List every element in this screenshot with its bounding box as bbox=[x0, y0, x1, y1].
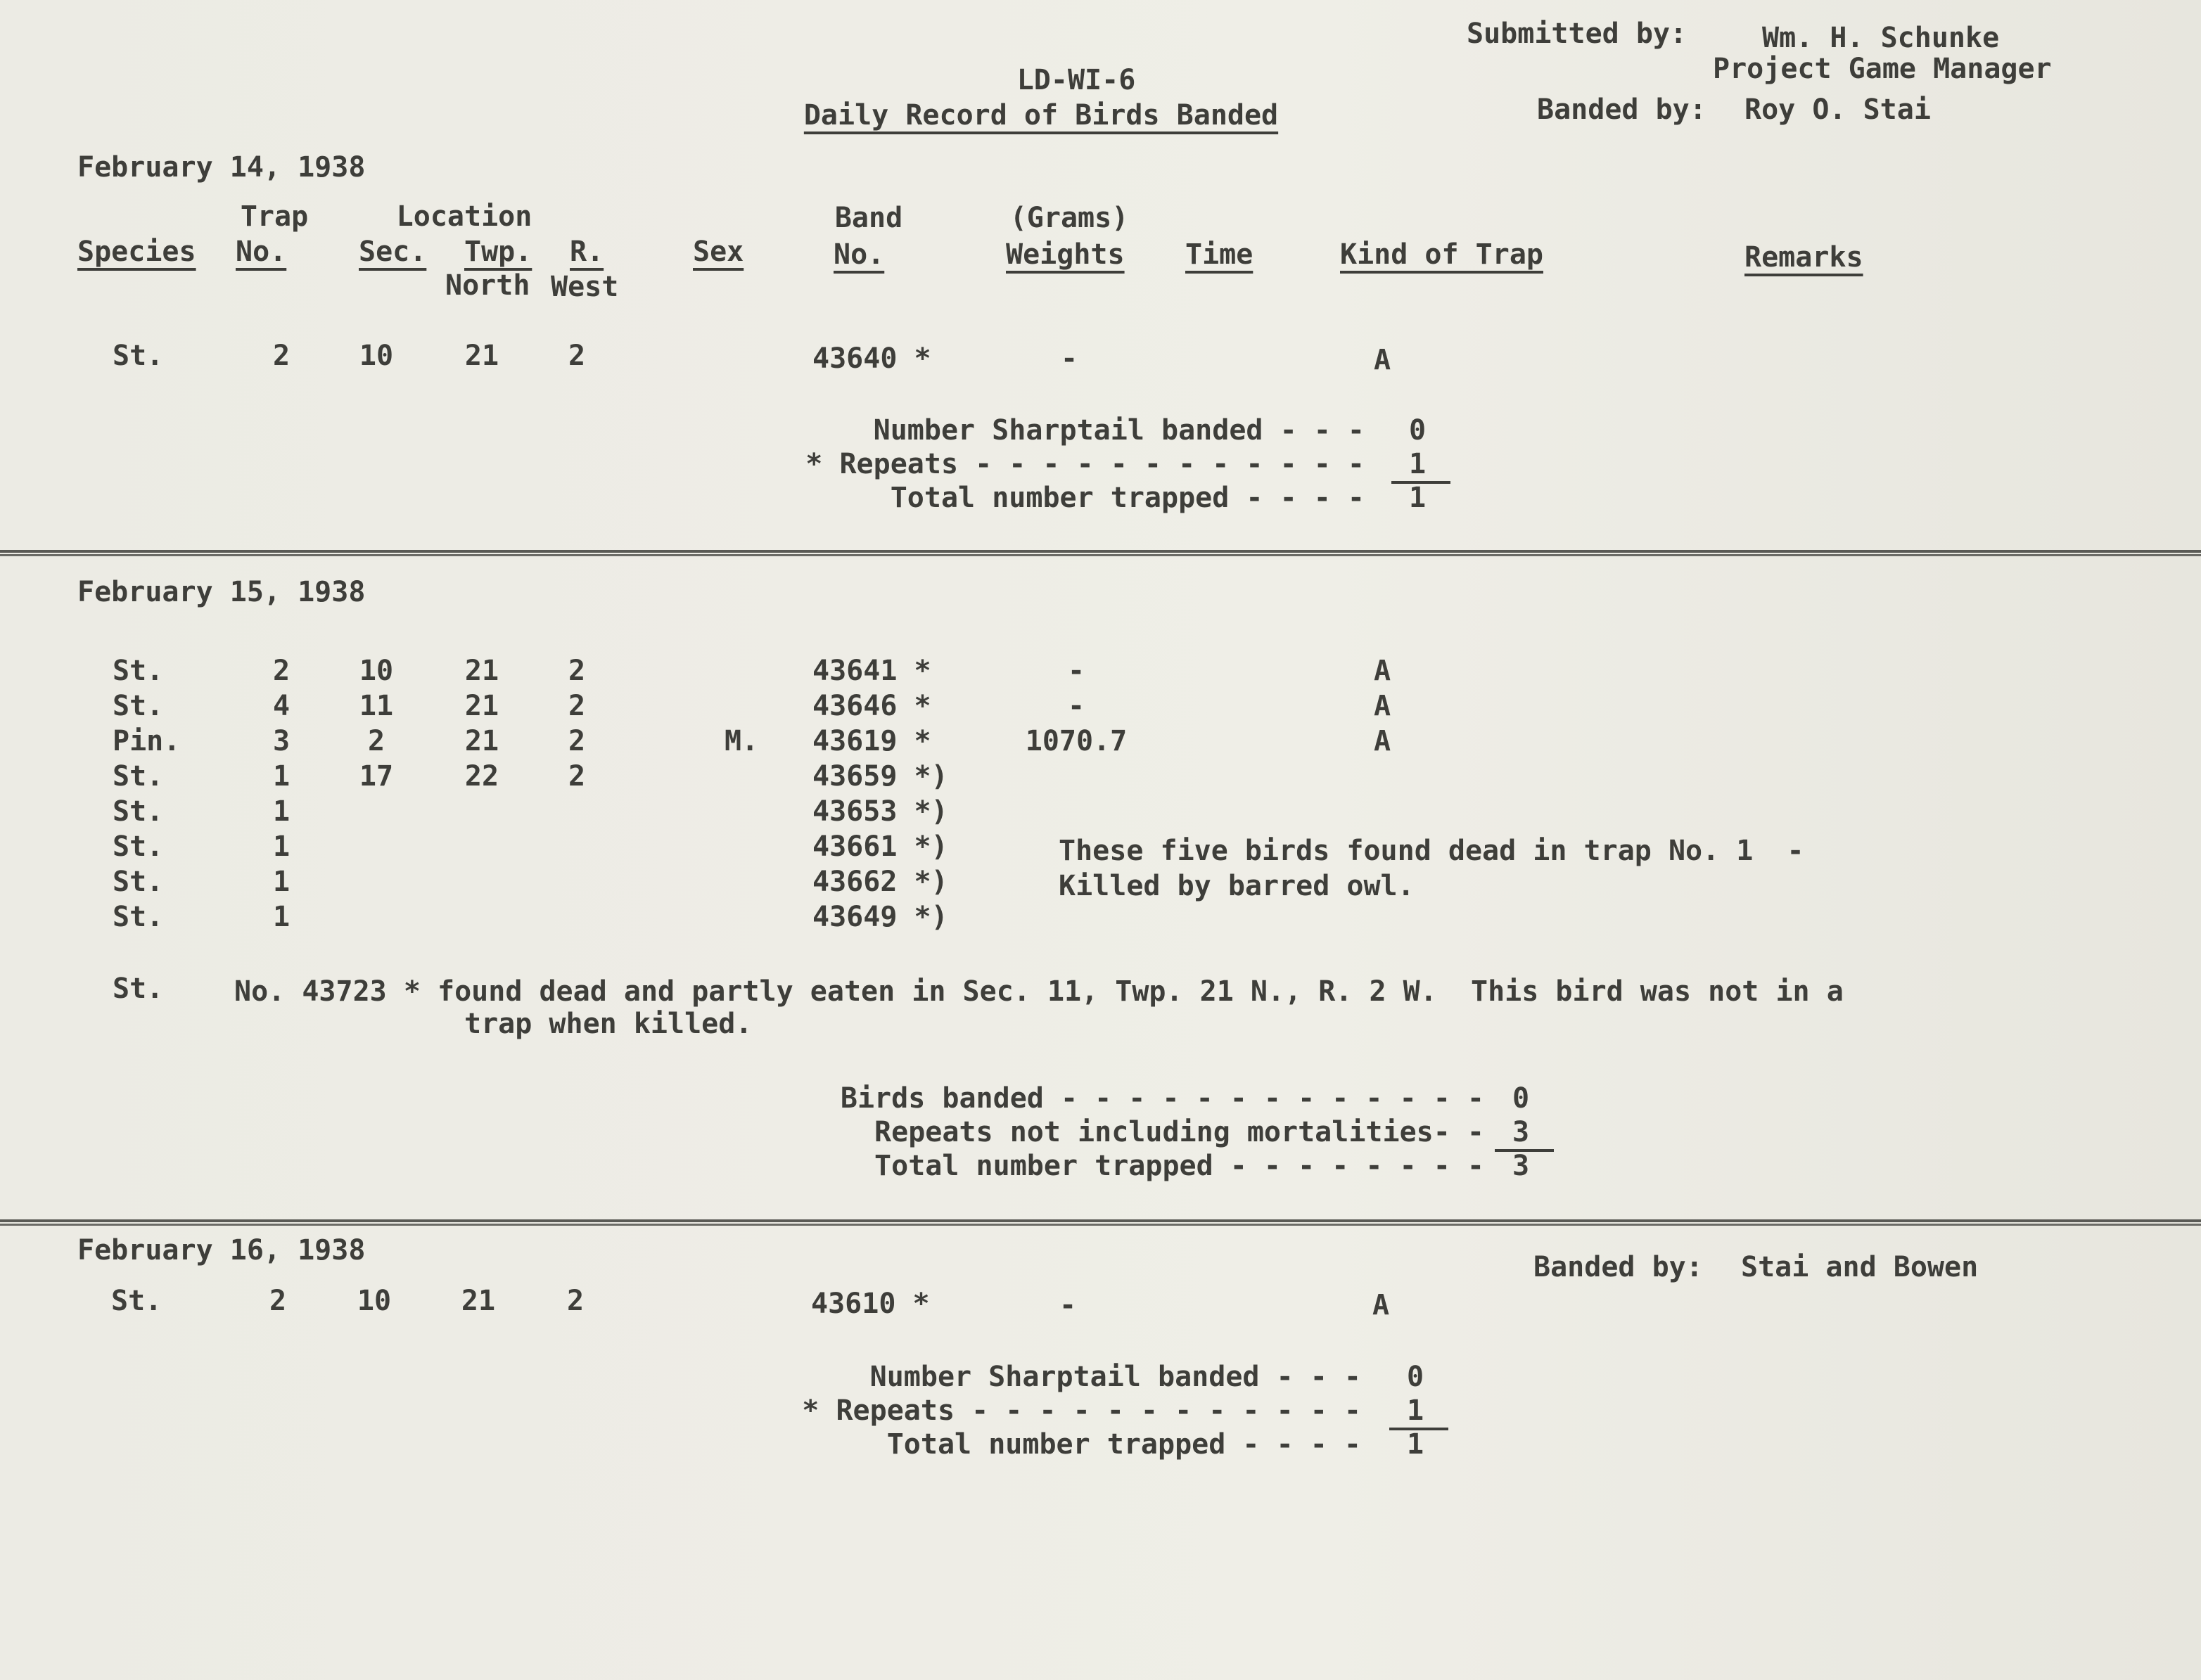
cell-trap: 1 bbox=[272, 831, 291, 863]
summary-total-value: 1 bbox=[1408, 482, 1427, 514]
cell-band: 43662 *) bbox=[812, 866, 948, 898]
cell-species: St. bbox=[113, 760, 164, 793]
summary-total-label: Total number trapped - - - - bbox=[886, 1428, 1361, 1461]
summary-total-label: Total number trapped - - - - bbox=[890, 482, 1365, 514]
cell-species: St. bbox=[113, 831, 164, 863]
col-header-species: Species bbox=[77, 236, 196, 268]
cell-species: St. bbox=[113, 655, 164, 687]
cell-trap: 4 bbox=[272, 690, 291, 722]
cell-kind: A bbox=[1373, 655, 1391, 687]
cell-trap: 3 bbox=[272, 725, 291, 757]
cell-trap: 2 bbox=[272, 340, 291, 372]
col-header-band: Band bbox=[834, 202, 903, 234]
cell-species: St. bbox=[113, 340, 164, 372]
cell-trap: 2 bbox=[269, 1285, 287, 1317]
col-header-sex: Sex bbox=[693, 236, 744, 268]
cell-r: 2 bbox=[566, 1285, 585, 1317]
section-divider bbox=[0, 1219, 2201, 1226]
document-title: Daily Record of Birds Banded bbox=[803, 99, 1279, 132]
cell-sec: 11 bbox=[359, 690, 394, 722]
col-header-remarks: Remarks bbox=[1744, 241, 1863, 274]
date-heading: February 15, 1938 bbox=[77, 576, 366, 608]
cell-twp: 22 bbox=[464, 760, 499, 793]
cell-weight: - bbox=[1067, 655, 1085, 687]
cell-kind: A bbox=[1373, 344, 1391, 376]
banded-by-label: Banded by: bbox=[1537, 94, 1706, 126]
cell-weight: - bbox=[1059, 1289, 1077, 1321]
summary-banded-label: Birds banded - - - - - - - - - - - - - bbox=[840, 1082, 1484, 1115]
note-line-1: These five birds found dead in trap No. 1 - bbox=[1059, 835, 1804, 867]
summary-banded-label: Number Sharptail banded - - - bbox=[869, 1361, 1361, 1393]
col-header-time: Time bbox=[1185, 238, 1253, 271]
cell-trap: 1 bbox=[272, 866, 291, 898]
col-header-west: West bbox=[551, 271, 619, 303]
cell-kind: A bbox=[1373, 690, 1391, 722]
cell-weight: - bbox=[1067, 690, 1085, 722]
col-header-north: North bbox=[445, 269, 530, 302]
summary-total-value: 3 bbox=[1512, 1150, 1530, 1182]
cell-r: 2 bbox=[568, 725, 586, 757]
submitted-by-title: Project Game Manager bbox=[1713, 53, 2052, 85]
summary-repeats-label: * Repeats - - - - - - - - - - - - bbox=[805, 448, 1365, 480]
summary-repeats-value: 1 bbox=[1406, 1394, 1424, 1427]
cell-r: 2 bbox=[568, 690, 586, 722]
cell-twp: 21 bbox=[464, 690, 499, 722]
summary-repeats-label: Repeats not including mortalities- - bbox=[874, 1116, 1484, 1148]
summary-banded-value: 0 bbox=[1512, 1082, 1530, 1115]
cell-species: St. bbox=[113, 901, 164, 933]
cell-r: 2 bbox=[568, 340, 586, 372]
cell-r: 2 bbox=[568, 760, 586, 793]
cell-r: 2 bbox=[568, 655, 586, 687]
extra-species: St. bbox=[113, 973, 164, 1005]
cell-band: 43610 * bbox=[811, 1288, 930, 1320]
banded-by-name: Roy O. Stai bbox=[1744, 94, 1931, 126]
cell-band: 43661 *) bbox=[812, 831, 948, 863]
cell-trap: 1 bbox=[272, 760, 291, 793]
col-header-trap-no: No. bbox=[236, 236, 287, 268]
cell-weight: 1070.7 bbox=[1025, 725, 1128, 757]
cell-sec: 17 bbox=[359, 760, 394, 793]
cell-trap: 1 bbox=[272, 901, 291, 933]
col-header-twp: Twp. bbox=[464, 236, 532, 268]
cell-sec: 10 bbox=[359, 655, 394, 687]
summary-banded-label: Number Sharptail banded - - - bbox=[873, 414, 1365, 447]
cell-twp: 21 bbox=[464, 725, 499, 757]
summary-total-label: Total number trapped - - - - - - - - bbox=[874, 1150, 1484, 1182]
summary-repeats-label: * Repeats - - - - - - - - - - - - bbox=[802, 1394, 1361, 1427]
section-divider bbox=[0, 550, 2201, 556]
col-header-trap: Trap bbox=[240, 200, 309, 233]
cell-twp: 21 bbox=[464, 340, 499, 372]
col-header-grams: (Grams) bbox=[1009, 202, 1129, 234]
submitted-by-name: Wm. H. Schunke bbox=[1762, 22, 2000, 54]
cell-species: Pin. bbox=[113, 725, 181, 757]
col-header-weights: Weights bbox=[1006, 238, 1125, 271]
extra-note-line-2: trap when killed. bbox=[464, 1008, 753, 1040]
cell-kind: A bbox=[1373, 725, 1391, 757]
date-heading: February 14, 1938 bbox=[77, 151, 366, 184]
document-code: LD-WI-6 bbox=[1016, 64, 1136, 96]
cell-sex: M. bbox=[725, 725, 759, 757]
cell-band: 43640 * bbox=[812, 342, 931, 375]
cell-species: St. bbox=[113, 866, 164, 898]
summary-banded-value: 0 bbox=[1408, 414, 1427, 447]
summary-repeats-value: 3 bbox=[1512, 1116, 1530, 1148]
cell-trap: 1 bbox=[272, 795, 291, 828]
cell-species: St. bbox=[113, 795, 164, 828]
col-header-kind-of-trap: Kind of Trap bbox=[1340, 238, 1543, 271]
cell-band: 43659 *) bbox=[812, 760, 948, 793]
banded-by-label: Banded by: bbox=[1533, 1251, 1703, 1283]
cell-sec: 10 bbox=[359, 340, 394, 372]
summary-total-value: 1 bbox=[1406, 1428, 1424, 1461]
cell-twp: 21 bbox=[461, 1285, 496, 1317]
col-header-location: Location bbox=[396, 200, 532, 233]
cell-band: 43646 * bbox=[812, 690, 931, 722]
cell-trap: 2 bbox=[272, 655, 291, 687]
cell-band: 43619 * bbox=[812, 725, 931, 757]
cell-twp: 21 bbox=[464, 655, 499, 687]
summary-repeats-value: 1 bbox=[1408, 448, 1427, 480]
submitted-by-label: Submitted by: bbox=[1467, 18, 1688, 50]
note-line-2: Killed by barred owl. bbox=[1059, 870, 1415, 902]
cell-kind: A bbox=[1372, 1289, 1390, 1321]
summary-banded-value: 0 bbox=[1406, 1361, 1424, 1393]
cell-weight: - bbox=[1060, 342, 1078, 375]
cell-sec: 2 bbox=[367, 725, 385, 757]
banded-by-name: Stai and Bowen bbox=[1741, 1251, 1979, 1283]
extra-note-line-1: No. 43723 * found dead and partly eaten in Sec. 11, Twp. 21 N., R. 2 W. This bird was not in a bbox=[234, 975, 1844, 1008]
cell-species: St. bbox=[111, 1285, 162, 1317]
cell-sec: 10 bbox=[357, 1285, 392, 1317]
cell-species: St. bbox=[113, 690, 164, 722]
cell-band: 43653 *) bbox=[812, 795, 948, 828]
col-header-sec: Sec. bbox=[359, 236, 427, 268]
cell-band: 43649 *) bbox=[812, 901, 948, 933]
cell-band: 43641 * bbox=[812, 655, 931, 687]
date-heading: February 16, 1938 bbox=[77, 1234, 366, 1267]
col-header-band-no: No. bbox=[834, 238, 885, 271]
col-header-r: R. bbox=[570, 236, 604, 268]
